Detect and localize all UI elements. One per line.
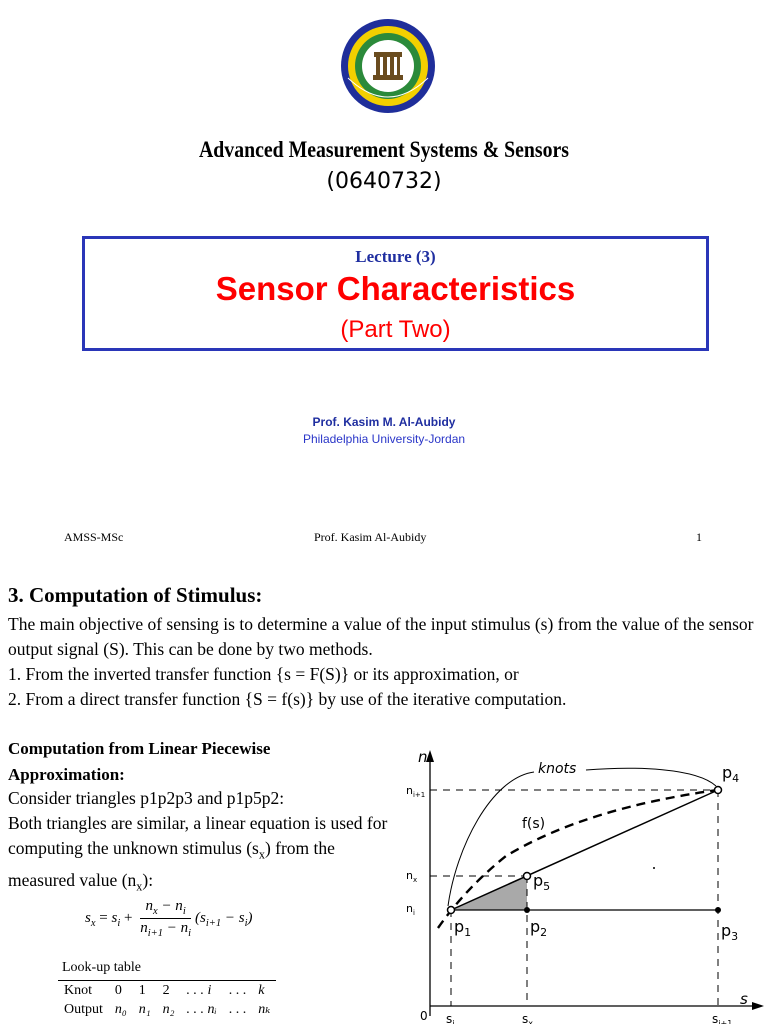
point-p3 xyxy=(715,907,721,913)
table-row xyxy=(58,981,276,1001)
point-p5 xyxy=(524,873,531,880)
table-cell: 1 xyxy=(133,981,157,1001)
footer-course: AMSS-MSc xyxy=(64,530,124,544)
lecture-title-box xyxy=(82,236,709,351)
label-p4: $p_4$ xyxy=(722,763,740,785)
university-seal-logo xyxy=(338,16,438,116)
subsection-body xyxy=(8,786,393,899)
subsection-line-2: Both triangles are similar, a linear equation is used for computing the unknown stimulus $(s_x)$ from the measured value $(n_x)$: xyxy=(8,813,388,893)
label-p1: $p_1$ xyxy=(454,917,472,939)
y-tick-n-i: $n_i$ xyxy=(406,902,415,917)
x-axis-arrow-icon xyxy=(752,1002,764,1010)
lecture-subtitle: (Part Two) xyxy=(340,316,451,343)
author-affiliation: Philadelphia University-Jordan xyxy=(302,432,466,446)
table-cell: Knot xyxy=(58,981,109,1001)
table-cell: . . . nᵢ xyxy=(186,1001,217,1017)
y-tick-n-x: $n_x$ xyxy=(406,869,418,884)
method-1: 1. From the inverted transfer function {s = F(S)} or its approximation, or xyxy=(8,664,519,684)
table-cell: . . . xyxy=(228,1001,247,1017)
table-cell: n₂ xyxy=(162,1001,175,1017)
table-cell: k xyxy=(252,981,276,1001)
table-row xyxy=(58,1000,276,1019)
table-cell: Output xyxy=(64,1001,103,1017)
label-p3: $p_3$ xyxy=(721,921,739,943)
point-p4 xyxy=(715,787,722,794)
table-cell: . . . xyxy=(223,981,253,1001)
interpolation-formula: $s_x = s_i$ + $\frac{n_x - n_i}{n_{i+1} - n_i}$ $(s_{i+1} - s_i)$ xyxy=(85,898,253,939)
table-cell: n₀ xyxy=(114,1001,127,1017)
formula-fraction: $\frac{n_x - n_i}{n_{i+1} - n_i}$ xyxy=(140,898,192,939)
table-cell: 2 xyxy=(157,981,181,1001)
subsection-line-1: Consider triangles p1p2p3 and p1p5p2: xyxy=(8,788,285,808)
knots-label: knots xyxy=(538,761,577,777)
segment-p1-p4 xyxy=(451,790,718,910)
course-code: (0640732) xyxy=(326,169,442,194)
method-2: 2. From a direct transfer function {S = f(s)} by use of the iterative computation. xyxy=(8,689,567,709)
piecewise-approximation-diagram xyxy=(396,738,768,1024)
lookup-table xyxy=(58,980,276,1019)
section-intro xyxy=(8,612,763,712)
y-axis-label: n xyxy=(418,748,428,766)
table-cell: n₁ xyxy=(138,1001,151,1017)
table-cell: . . . i xyxy=(181,981,223,1001)
footer-page-number: 1 xyxy=(696,530,702,544)
author-name: Prof. Kasim M. Al-Aubidy xyxy=(312,415,456,429)
subsection-heading: Computation from Linear Piecewise Approximation: xyxy=(8,739,271,784)
footer-author: Prof. Kasim Al-Aubidy xyxy=(314,530,427,544)
lookup-table-caption: Look-up table xyxy=(62,960,141,975)
intro-paragraph: The main objective of sensing is to determine a value of the input stimulus (s) from the value of the sensor output signal (S). This can be done by two methods. xyxy=(8,614,754,659)
y-tick-n-i-plus-1: $n_{i+1}$ xyxy=(406,784,426,799)
point-p2 xyxy=(524,907,530,913)
course-title: Advanced Measurement Systems & Sensors xyxy=(199,137,569,162)
point-p1 xyxy=(448,907,455,914)
label-p2: $p_2$ xyxy=(530,917,548,939)
lecture-number: Lecture (3) xyxy=(355,247,436,266)
knots-callout-right xyxy=(586,768,716,786)
x-axis-label: s xyxy=(740,990,748,1008)
origin-label: 0 xyxy=(420,1009,428,1023)
dot-marker xyxy=(653,867,655,869)
x-tick-s-i-plus-1: $s_{i+1}$ xyxy=(712,1012,733,1024)
lecture-title: Sensor Characteristics xyxy=(215,270,576,307)
label-p5: $p_5$ xyxy=(533,871,551,893)
x-tick-s-x: $s_x$ xyxy=(522,1012,533,1024)
table-cell: 0 xyxy=(109,981,133,1001)
table-cell: nₖ xyxy=(258,1002,271,1017)
curve-label: f(s) xyxy=(522,816,546,832)
x-tick-s-i: $s_i$ xyxy=(446,1012,455,1024)
section-heading: 3. Computation of Stimulus: xyxy=(8,583,263,607)
